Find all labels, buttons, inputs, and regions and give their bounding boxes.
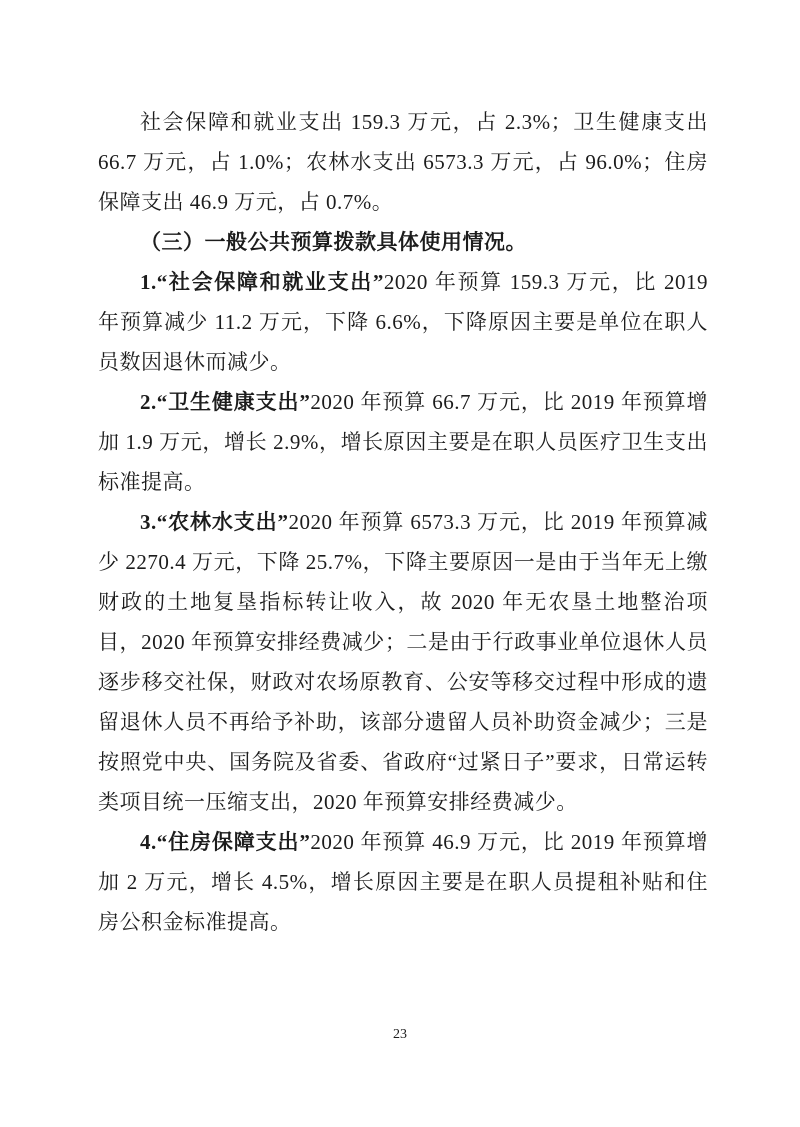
budget-item-2 — [98, 382, 708, 502]
budget-item-3-text: 2020 年预算 6573.3 万元，比 2019 年预算减少 2270.4 万元，下降 25.7%，下降主要原因一是由于当年无上缴财政的土地复垦指标转让收入，故 2020 年无农垦土地整治项目，2020 年预算安排经费减少；二是由于行政事业单位退休人员逐步移交社保，财政对农场原教育、公安等移交过程中形成的遗留退休人员不再给予补助，该部分遗留人员补助资金减少；三是按照党中央、国务院及省委、省政府“过紧日子”要求，日常运转类项目统一压缩支出，2020 年预算安排经费减少。 — [98, 510, 709, 814]
budget-item-2-text: 2020 年预算 66.7 万元，比 2019 年预算增加 1.9 万元，增长 2.9%，增长原因主要是在职人员医疗卫生支出标准提高。 — [98, 390, 708, 494]
budget-item-1-title: 1.“社会保障和就业支出” — [140, 270, 384, 294]
page-number: 23 — [393, 1027, 407, 1042]
section-heading-text: （三）一般公共预算拨款具体使用情况。 — [140, 230, 527, 254]
para-budget-share-summary — [98, 102, 708, 222]
budget-item-1-text: 2020 年预算 159.3 万元，比 2019 年预算减少 11.2 万元，下降 6.6%，下降原因主要是单位在职人员数因退休而减少。 — [98, 270, 709, 374]
budget-item-2-title: 2.“卫生健康支出” — [140, 390, 311, 414]
budget-item-3 — [98, 502, 708, 822]
budget-item-1 — [98, 262, 708, 382]
section-heading — [98, 222, 708, 262]
budget-item-4 — [98, 822, 708, 942]
budget-item-4-text: 2020 年预算 46.9 万元，比 2019 年预算增加 2 万元，增长 4.5%，增长原因主要是在职人员提租补贴和住房公积金标准提高。 — [98, 830, 708, 934]
document-body — [98, 102, 708, 942]
para-budget-share-summary-text: 社会保障和就业支出 159.3 万元，占 2.3%；卫生健康支出 66.7 万元，占 1.0%；农林水支出 6573.3 万元，占 96.0%；住房保障支出 46.9 万元，占 0.7%。 — [98, 110, 708, 214]
budget-item-3-title: 3.“农林水支出” — [140, 510, 289, 534]
budget-item-4-title: 4.“住房保障支出” — [140, 830, 311, 854]
